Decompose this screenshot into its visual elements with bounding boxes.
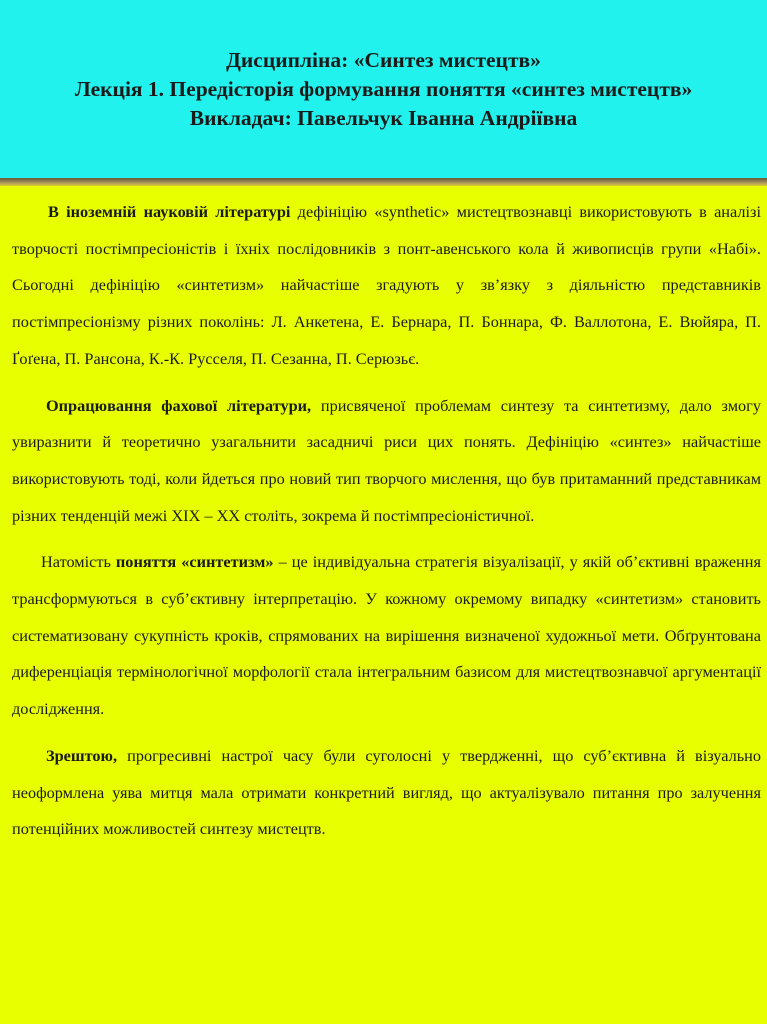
paragraph-lead: Опрацювання фахової літератури, xyxy=(46,395,312,415)
paragraph-foreign-literature xyxy=(12,194,761,378)
paragraph-conclusion xyxy=(12,738,761,848)
header-divider xyxy=(0,178,767,186)
paragraph-text: дефініцію «synthetic» мистецтвознавці використовують в аналізі творчості постімпресіоністів і їхніх послідовників з понт-авенського кола й живописців групи «Набі». Сьогодні дефініцію «синтетизм» найчастіше згадують у зв’язку з діяльністю представників постімпресіонізму різних поколінь: Л. Анкетена, Е. Бернара, П. Боннара, Ф. Валлотона, Е. Вюйяра, П. Ґоґена, П. Рансона, К.-К. Русселя, П. Сезанна, П. Серюзьє. xyxy=(12,202,761,368)
paragraph-literature-review xyxy=(12,388,761,535)
slide-body xyxy=(12,194,761,848)
paragraph-text: присвяченої проблемам синтезу та синтетизму, дало змогу увиразнити й теоретично узагальнити засадничі риси цих понять. Дефініцію «синтез» найчастіше використовують тоді, коли йдеться про новий тип творчого мислення, що був притаманний представникам різних тенденцій межі XIX – XX століть, зокрема й постімпресіоністичної. xyxy=(12,395,761,525)
discipline-title: Дисципліна: «Синтез мистецтв» xyxy=(226,48,541,72)
paragraph-lead: поняття «синтетизм» xyxy=(115,552,274,572)
title-banner xyxy=(0,0,767,178)
paragraph-lead: В іноземній науковій літературі xyxy=(48,202,291,221)
paragraph-lead: Зрештою, xyxy=(46,745,118,765)
paragraph-text: – це індивідуальна стратегія візуалізації, у якій об’єктивні враження трансформуються в суб’єктивну інтерпретацію. У кожному окремому випадку «синтетизм» становить систематизовану сукупність кроків, спрямованих на вирішення визначеної художньої мети. Обґрунтована диференціація термінологічної морфології стала інтегральним базисом для мистецтвознавчої аргументації дослідження. xyxy=(12,552,761,719)
paragraph-prefix: Натомість xyxy=(41,552,116,572)
paragraph-text: прогресивні настрої часу були суголосні у твердженні, що суб’єктивна й візуально неоформлена уява митця мала отримати конкретний вигляд, що актуалізувало питання про залучення потенційних можливостей синтезу мистецтв. xyxy=(12,745,761,839)
paragraph-synthetism-definition xyxy=(12,544,761,728)
slide-title xyxy=(0,46,767,133)
lecture-title: Лекція 1. Передісторія формування поняття «синтез мистецтв» xyxy=(74,77,693,101)
lecturer-name: Викладач: Павельчук Іванна Андріївна xyxy=(189,106,578,130)
